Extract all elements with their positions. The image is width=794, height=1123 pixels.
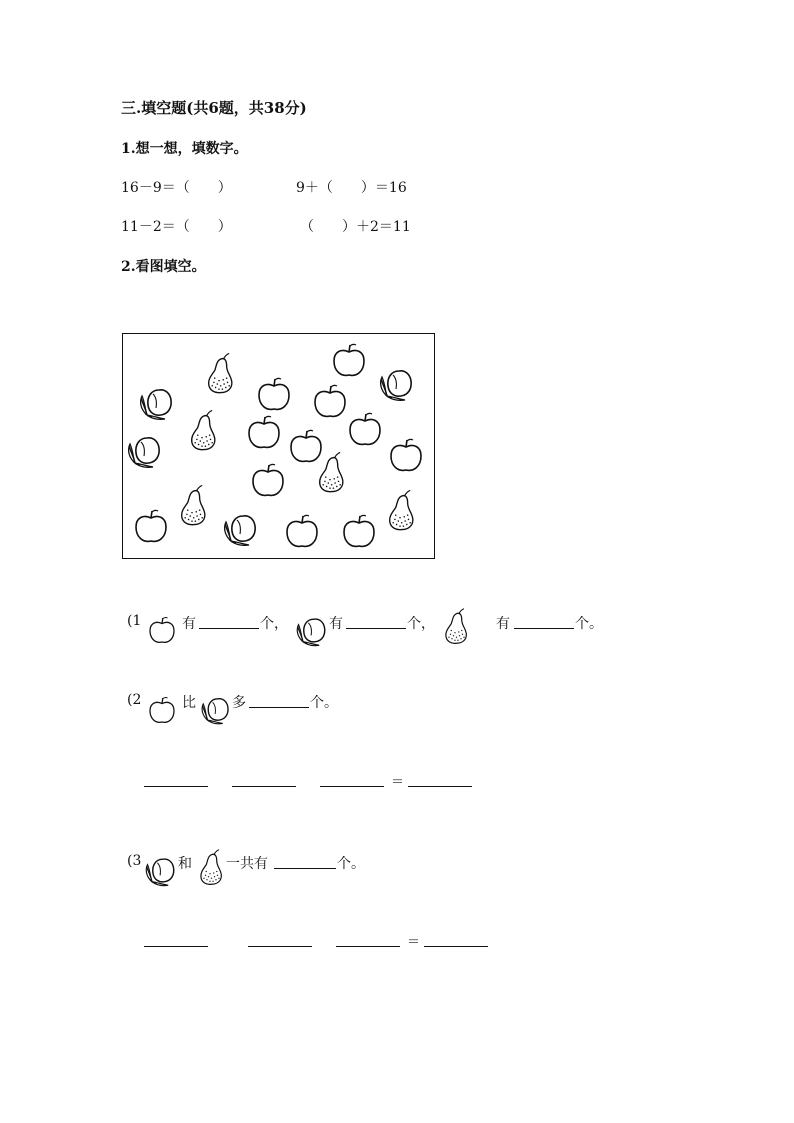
equals-sign: ＝ [407,935,421,950]
apple-icon [146,694,178,726]
ge-end-label: 个。 [575,616,603,632]
he-label: 和 [178,856,192,872]
equation-16-minus-9: 16－9＝（ ） [121,180,232,196]
peach-icon [141,390,172,420]
apple-icon [350,413,380,444]
pear-icon [440,604,470,648]
ge-label: 个， [407,616,435,632]
sub-question-2-prefix: (2 [127,692,142,708]
equation-blank-1[interactable] [144,786,208,787]
equation-blank-1[interactable] [144,946,208,947]
pear-icon [209,353,232,392]
apple-icon [136,510,166,541]
equation-blank-2[interactable] [232,786,296,787]
peach-icon [225,516,256,546]
equation-blank-3[interactable] [336,946,400,947]
sub-question-3-prefix: (3 [127,853,142,869]
pear-icon [195,845,225,889]
equation-blank-plus-2: （ ）＋2＝11 [300,219,411,235]
equation-result-blank[interactable] [424,946,488,947]
pear-count-blank[interactable] [514,628,574,629]
apple-icon [291,430,321,461]
pear-icon [192,410,215,449]
peach-count-blank[interactable] [346,628,406,629]
apple-icon [146,614,178,646]
ge-end-label: 个。 [310,695,338,711]
equation-result-blank[interactable] [408,786,472,787]
peach-icon [294,612,330,648]
total-label: 一共有 [226,856,268,872]
equation-blank-3[interactable] [320,786,384,787]
apple-icon [249,416,279,447]
apple-icon [259,378,289,409]
ge-end-label: 个。 [337,856,365,872]
equation-blank-2[interactable] [248,946,312,947]
total-blank[interactable] [274,868,336,869]
pear-icon [390,490,413,529]
sub-question-1-prefix: (1 [127,613,142,629]
apple-icon [344,515,374,546]
you-label: 有 [329,616,343,632]
equation-9-plus-blank: 9＋（ ）＝16 [296,180,407,196]
question-2-title: 2.看图填空。 [121,259,206,275]
apple-icon [391,439,421,470]
bi-label: 比 [182,695,196,711]
apple-count-blank[interactable] [199,628,259,629]
peach-icon [381,371,412,401]
apple-icon [315,385,345,416]
equation-11-minus-2: 11－2＝（ ） [121,219,232,235]
you-label: 有 [496,616,510,632]
section-title: 三.填空题(共6题，共38分) [121,99,307,117]
duo-label: 多 [232,695,246,711]
apple-icon [287,515,317,546]
apple-icon [334,344,364,375]
equals-sign: ＝ [391,775,405,790]
fruit-picture-frame [122,333,435,559]
pear-icon [320,452,343,491]
difference-blank[interactable] [249,707,309,708]
peach-icon [129,438,160,468]
question-1-title: 1.想一想，填数字。 [121,141,248,157]
peach-icon [143,852,179,888]
ge-label: 个， [260,616,288,632]
apple-icon [253,464,283,495]
fruit-picture [123,334,436,560]
you-label: 有 [182,616,196,632]
pear-icon [182,485,205,524]
peach-icon [199,692,233,726]
